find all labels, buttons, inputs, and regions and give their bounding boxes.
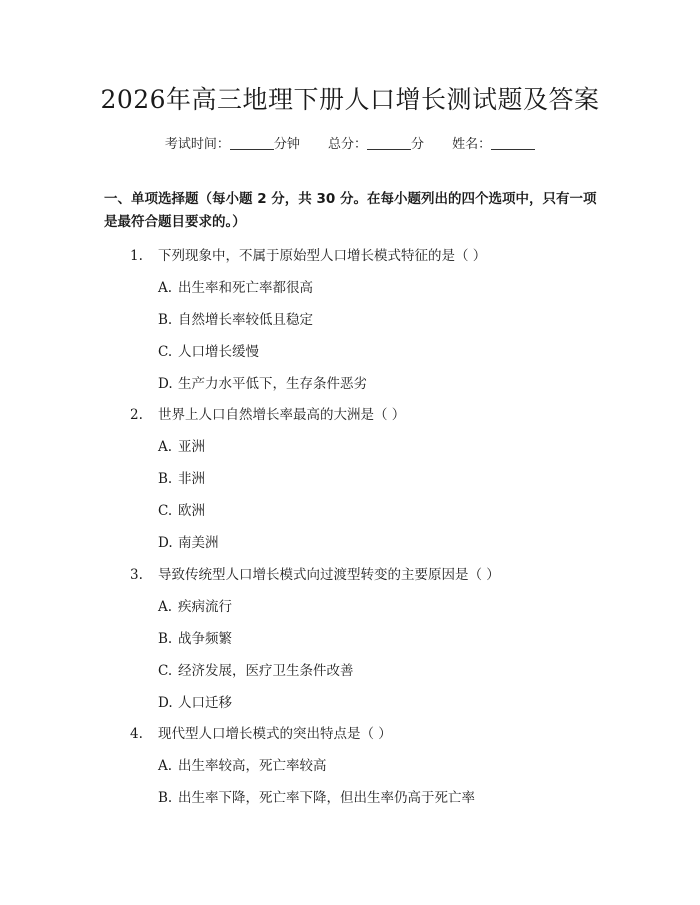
- option-text: 出生率较高，死亡率较高: [178, 758, 327, 774]
- option-letter: C.: [158, 503, 173, 519]
- question-2-option-c[interactable]: [158, 499, 205, 519]
- question-3-option-c[interactable]: [158, 659, 354, 679]
- section-heading: 一、单项选择题（每小题 2 分，共 30 分。在每小题列出的四个选项中，只有一项是最符合题目要求的。）: [104, 191, 597, 230]
- question-2-option-d[interactable]: [158, 531, 219, 551]
- question-number: 2.: [130, 407, 143, 423]
- option-letter: B.: [158, 790, 173, 806]
- option-text: 出生率下降，死亡率下降，但出生率仍高于死亡率: [178, 790, 475, 806]
- question-1-option-d[interactable]: [158, 372, 367, 392]
- question-text: 现代型人口增长模式的突出特点是（ ）: [158, 726, 392, 742]
- option-letter: D.: [158, 535, 173, 551]
- total-score-unit: 分: [411, 137, 425, 152]
- exam-info-line: [0, 133, 700, 152]
- question-text: 世界上人口自然增长率最高的大洲是（ ）: [158, 407, 406, 423]
- question-number: 3.: [130, 567, 143, 583]
- option-text: 战争频繁: [178, 631, 232, 647]
- option-letter: A.: [158, 599, 173, 615]
- option-letter: C.: [158, 344, 173, 360]
- question-2: [130, 403, 405, 423]
- student-name-blank[interactable]: [491, 137, 535, 150]
- question-1: [130, 244, 486, 264]
- option-letter: B.: [158, 312, 173, 328]
- student-name-label: 姓名：: [452, 137, 492, 152]
- question-3-option-d[interactable]: [158, 691, 232, 711]
- question-3-option-b[interactable]: [158, 627, 232, 647]
- question-text: 下列现象中，不属于原始型人口增长模式特征的是（ ）: [158, 248, 487, 264]
- option-text: 人口增长缓慢: [178, 344, 259, 360]
- question-1-option-a[interactable]: [158, 276, 313, 296]
- option-letter: A.: [158, 280, 173, 296]
- question-2-option-a[interactable]: [158, 435, 205, 455]
- exam-time-field: [165, 133, 300, 152]
- question-2-option-b[interactable]: [158, 467, 205, 487]
- total-score-field: [328, 133, 424, 152]
- question-4: [130, 722, 392, 742]
- option-letter: D.: [158, 376, 173, 392]
- question-4-option-b[interactable]: [158, 786, 475, 806]
- option-letter: C.: [158, 663, 173, 679]
- option-text: 欧洲: [178, 503, 205, 519]
- student-name-field: [452, 133, 535, 152]
- option-letter: A.: [158, 439, 173, 455]
- option-letter: B.: [158, 631, 173, 647]
- question-1-option-b[interactable]: [158, 308, 313, 328]
- option-text: 疾病流行: [178, 599, 232, 615]
- question-number: 1.: [130, 248, 143, 264]
- option-text: 南美洲: [178, 535, 219, 551]
- question-4-option-a[interactable]: [158, 754, 327, 774]
- option-letter: B.: [158, 471, 173, 487]
- question-3-option-a[interactable]: [158, 595, 232, 615]
- document-title: 2026年高三地理下册人口增长测试题及答案: [100, 85, 600, 114]
- question-1-option-c[interactable]: [158, 340, 259, 360]
- question-text: 导致传统型人口增长模式向过渡型转变的主要原因是（ ）: [158, 567, 500, 583]
- total-score-blank[interactable]: [367, 137, 411, 150]
- option-text: 亚洲: [178, 439, 205, 455]
- option-text: 出生率和死亡率都很高: [178, 280, 313, 296]
- option-letter: A.: [158, 758, 173, 774]
- option-text: 生产力水平低下，生存条件恶劣: [178, 376, 367, 392]
- question-3: [130, 563, 500, 583]
- option-text: 经济发展，医疗卫生条件改善: [178, 663, 354, 679]
- option-text: 非洲: [178, 471, 205, 487]
- option-letter: D.: [158, 695, 173, 711]
- question-number: 4.: [130, 726, 143, 742]
- option-text: 人口迁移: [178, 695, 232, 711]
- total-score-label: 总分：: [327, 137, 367, 152]
- exam-time-blank[interactable]: [230, 137, 274, 150]
- exam-time-label: 考试时间：: [164, 137, 230, 152]
- option-text: 自然增长率较低且稳定: [178, 312, 313, 328]
- exam-time-unit: 分钟: [273, 137, 300, 152]
